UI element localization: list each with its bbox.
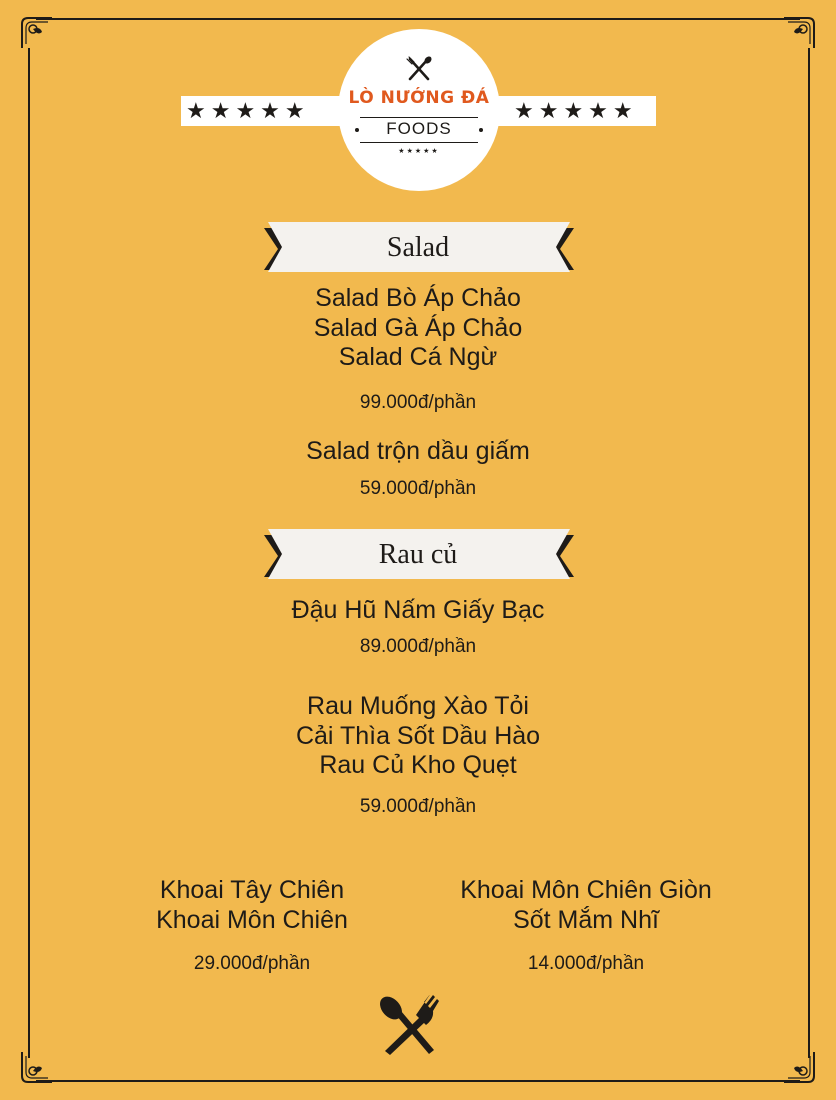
menu-price: 14.000đ/phần bbox=[527, 953, 645, 974]
cutlery-icon bbox=[404, 55, 434, 85]
menu-item: Khoai Tây Chiên bbox=[159, 876, 345, 904]
cutlery-icon bbox=[376, 995, 442, 1057]
menu-item-group bbox=[218, 284, 618, 373]
menu-price: 59.000đ/phần bbox=[359, 796, 477, 817]
frame-top bbox=[36, 18, 800, 20]
logo-circle bbox=[338, 29, 500, 191]
menu-item: Salad Cá Ngừ bbox=[338, 343, 498, 371]
logo-dot-right bbox=[479, 128, 483, 132]
menu-item: Rau Muống Xào Tỏi bbox=[307, 692, 529, 720]
logo-rule-top bbox=[360, 117, 478, 118]
ornament-icon bbox=[18, 1048, 56, 1086]
menu-item: Salad trộn dầu giấm bbox=[306, 437, 530, 465]
menu-price: 99.000đ/phần bbox=[359, 392, 477, 413]
logo-dot-left bbox=[355, 128, 359, 132]
menu-item: Cải Thìa Sốt Dầu Hào bbox=[295, 721, 541, 750]
brand-name: LÒ NƯỚNG ĐÁ bbox=[348, 88, 490, 108]
menu-item: Đậu Hũ Nấm Giấy Bạc bbox=[291, 596, 545, 624]
menu-item-group bbox=[102, 876, 402, 935]
banner-stars-left: ★★★★★ bbox=[186, 98, 310, 123]
menu-item: Rau Củ Kho Quẹt bbox=[319, 751, 517, 779]
ornament-icon bbox=[780, 14, 818, 52]
menu-item: Sốt Mắm Nhĩ bbox=[513, 905, 659, 934]
logo-rule-bottom bbox=[360, 142, 478, 143]
menu-item-group bbox=[421, 876, 751, 935]
menu-price: 59.000đ/phần bbox=[359, 478, 477, 499]
banner-stars-right: ★★★★★ bbox=[514, 98, 638, 123]
menu-item-group bbox=[218, 596, 618, 626]
menu-item: Salad Gà Áp Chảo bbox=[313, 313, 523, 342]
menu-item: Khoai Môn Chiên Giòn bbox=[460, 876, 712, 904]
menu-item: Salad Bò Áp Chảo bbox=[315, 284, 521, 312]
logo-mini-stars: ★★★★★ bbox=[398, 148, 440, 155]
menu-price: 29.000đ/phần bbox=[193, 953, 311, 974]
section-title-salad: Salad bbox=[386, 232, 450, 263]
menu-item-group bbox=[218, 437, 618, 467]
ornament-icon bbox=[780, 1048, 818, 1086]
ornament-icon bbox=[18, 14, 56, 52]
menu-price: 89.000đ/phần bbox=[359, 636, 477, 657]
menu-item-group bbox=[218, 692, 618, 781]
menu-item: Khoai Môn Chiên bbox=[156, 905, 348, 934]
frame-bottom bbox=[36, 1080, 800, 1082]
section-title-rau-cu: Rau củ bbox=[378, 539, 458, 570]
brand-subtitle: FOODS bbox=[386, 119, 452, 138]
